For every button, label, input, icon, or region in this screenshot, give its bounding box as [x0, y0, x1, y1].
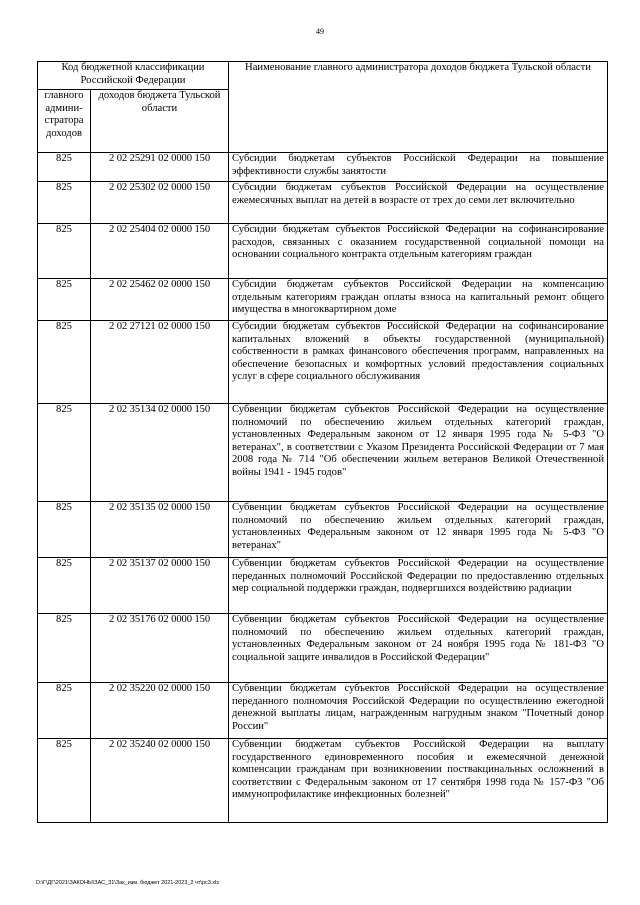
admin-code-cell: 825 [38, 739, 91, 823]
income-name-cell: Субвенции бюджетам субъектов Российской Федерации на осуществление полномочий по обеспечению жильем отдельных категорий граждан, установленных Федеральным законом от 12 января 1995 года № 5-ФЗ "О ветеранах" [229, 502, 608, 558]
income-code-cell: 2 02 35137 02 0000 150 [91, 558, 229, 614]
table-row [38, 558, 608, 614]
admin-code-cell: 825 [38, 279, 91, 321]
page-number: 49 [316, 27, 324, 36]
header-admin-name: Наименование главного администратора доходов бюджета Тульской области [229, 62, 608, 153]
admin-code-cell: 825 [38, 404, 91, 502]
income-code-cell: 2 02 35220 02 0000 150 [91, 683, 229, 739]
admin-code-cell: 825 [38, 558, 91, 614]
admin-code-cell: 825 [38, 182, 91, 224]
income-code-cell: 2 02 25404 02 0000 150 [91, 224, 229, 279]
admin-code-cell: 825 [38, 502, 91, 558]
income-name-cell: Субвенции бюджетам субъектов Российской Федерации на осуществление переданного полномочия Российской Федерации по осуществлению ежегодной денежной выплаты лицам, награжденным нагрудным знаком "Почетный донор России" [229, 683, 608, 739]
income-code-cell: 2 02 27121 02 0000 150 [91, 321, 229, 404]
income-code-cell: 2 02 35135 02 0000 150 [91, 502, 229, 558]
header-admin-code: главного админи-стратора доходов [38, 90, 91, 153]
income-name-cell: Субсидии бюджетам субъектов Российской Федерации на софинансирование расходов, связанных с оказанием государственной социальной помощи на основании социального контракта отдельным категориям граждан [229, 224, 608, 279]
income-name-cell: Субвенции бюджетам субъектов Российской Федерации на осуществление полномочий по обеспечению жильем отдельных категорий граждан, установленных Федеральным законом от 24 ноября 1995 года № 181-ФЗ "О социальной защите инвалидов в Российской Федерации" [229, 614, 608, 683]
income-name-cell: Субвенции бюджетам субъектов Российской Федерации на выплату государственного единовременного пособия и ежемесячной денежной компенсации гражданам при возникновении поствакцинальных осложнений в соответствии с Федеральным законом от 17 сентября 1998 года № 157-ФЗ "Об иммунопрофилактике инфекционных болезней" [229, 739, 608, 823]
income-name-cell: Субвенции бюджетам субъектов Российской Федерации на осуществление переданных полномочий Российской Федерации по предоставлению отдельных мер социальной поддержки граждан, подвергшихся воздействию радиации [229, 558, 608, 614]
income-name-cell: Субсидии бюджетам субъектов Российской Федерации на осуществление ежемесячных выплат на детей в возрасте от трех до семи лет включительно [229, 182, 608, 224]
header-code-group: Код бюджетной классификации Российской Федерации [38, 62, 229, 90]
admin-code-cell: 825 [38, 153, 91, 182]
admin-code-cell: 825 [38, 614, 91, 683]
income-name-cell: Субсидии бюджетам субъектов Российской Федерации на повышение эффективности службы занятости [229, 153, 608, 182]
table-body [38, 153, 608, 823]
table-row [38, 739, 608, 823]
header-income-code: доходов бюджета Тульской области [91, 90, 229, 153]
income-code-cell: 2 02 35134 02 0000 150 [91, 404, 229, 502]
income-code-cell: 2 02 35240 02 0000 150 [91, 739, 229, 823]
income-code-cell: 2 02 25302 02 0000 150 [91, 182, 229, 224]
income-name-cell: Субсидии бюджетам субъектов Российской Федерации на софинансирование капитальных вложений в объекты государственной (муниципальной) собственности в рамках финансового обеспечения программ, направленных на обеспечение безопасных и комфортных условий предоставления социальных услуг в сфере социального обслуживания [229, 321, 608, 404]
table-row [38, 683, 608, 739]
table-row [38, 321, 608, 404]
footer-file-path: D:\Г\ДГ\2021\ЗАКОНЫ\ЗАС_31\Зак_изм. бюджет 2021-2023_2 чт\рс3.xls [36, 880, 220, 886]
budget-classification-table [37, 61, 608, 823]
table-row [38, 404, 608, 502]
admin-code-cell: 825 [38, 321, 91, 404]
income-name-cell: Субвенции бюджетам субъектов Российской Федерации на осуществление полномочий по обеспечению жильем отдельных категорий граждан, установленных Федеральным законом от 12 января 1995 года № 5-ФЗ "О ветеранах", в соответствии с Указом Президента Российской Федерации от 7 мая 2008 года № 714 "Об обеспечении жильем ветеранов Великой Отечественной войны 1941 - 1945 годов" [229, 404, 608, 502]
table-row [38, 224, 608, 279]
income-name-cell: Субсидии бюджетам субъектов Российской Федерации на компенсацию отдельным категориям граждан оплаты взноса на капитальный ремонт общего имущества в многоквартирном доме [229, 279, 608, 321]
table-row [38, 502, 608, 558]
income-code-cell: 2 02 25462 02 0000 150 [91, 279, 229, 321]
table-row [38, 182, 608, 224]
admin-code-cell: 825 [38, 683, 91, 739]
admin-code-cell: 825 [38, 224, 91, 279]
table-row [38, 614, 608, 683]
table-row [38, 279, 608, 321]
income-code-cell: 2 02 35176 02 0000 150 [91, 614, 229, 683]
income-code-cell: 2 02 25291 02 0000 150 [91, 153, 229, 182]
table-row [38, 153, 608, 182]
